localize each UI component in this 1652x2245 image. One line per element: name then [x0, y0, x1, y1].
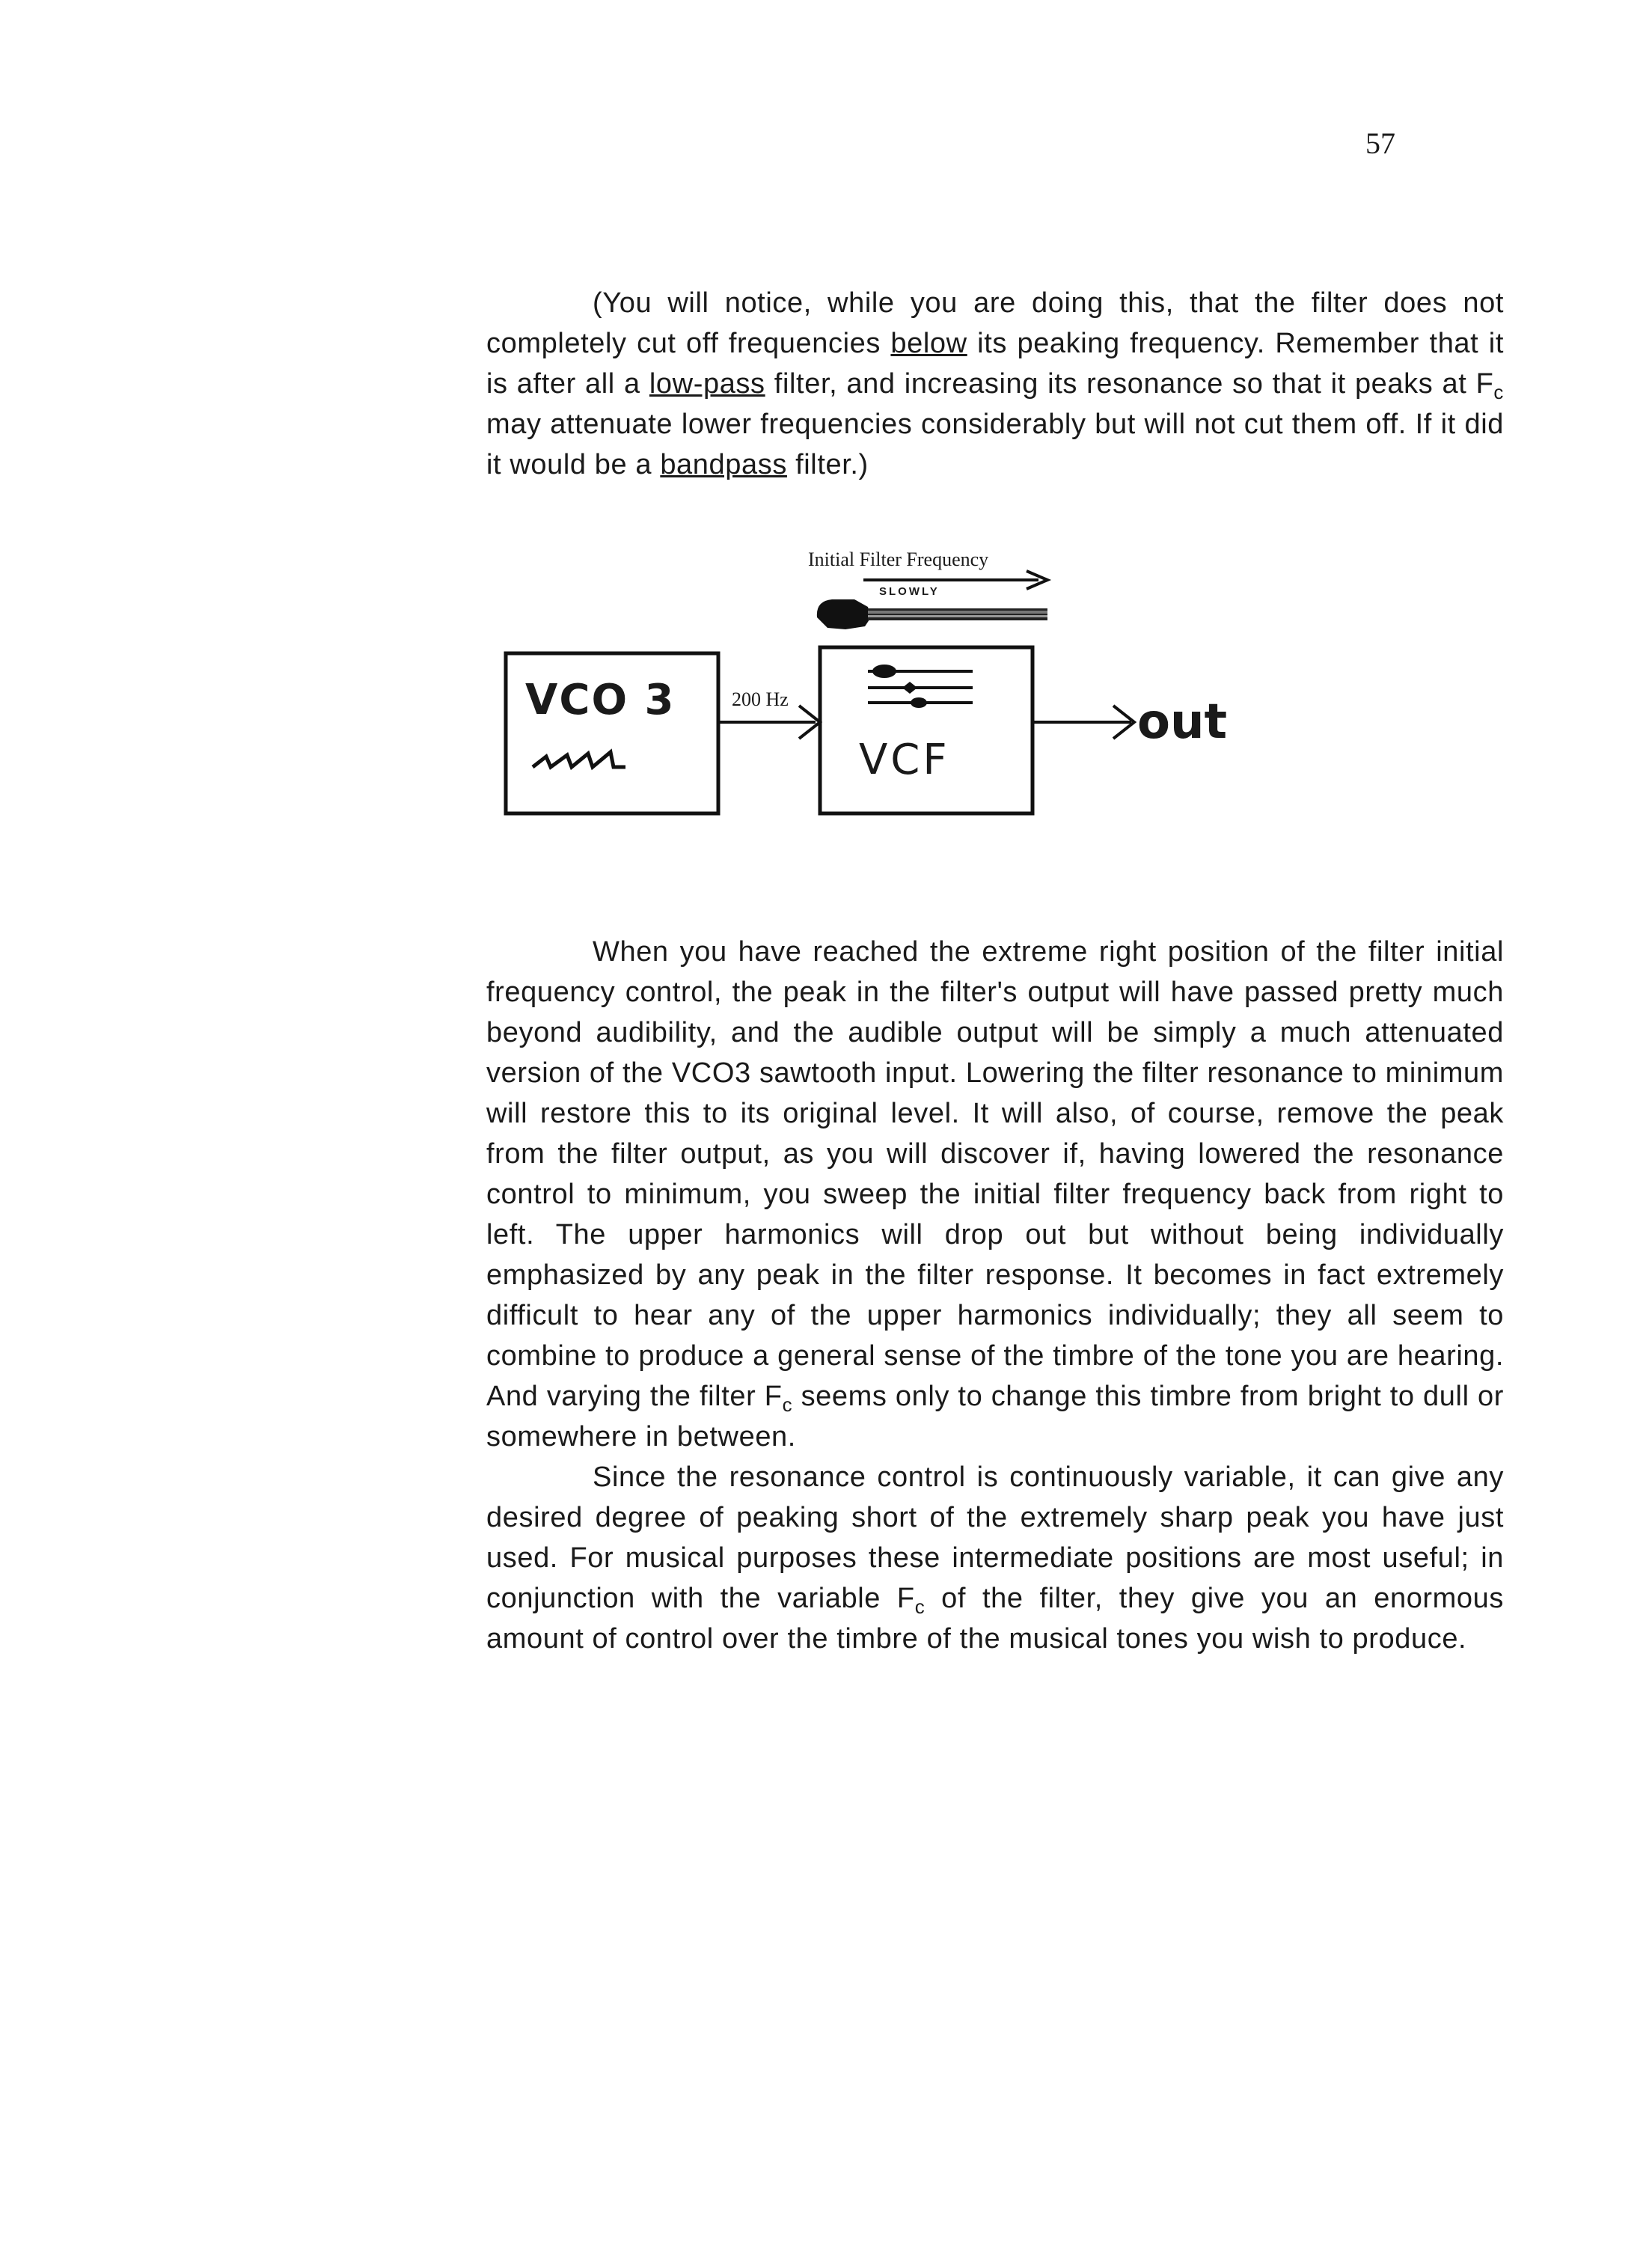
p1-text-lead: (You will notice, while you are doing this, that the filter does not completely cut off frequencies — [486, 287, 1504, 359]
initial-filter-frequency-label: Initial Filter Frequency — [808, 549, 989, 570]
p1-subscript: c — [1493, 381, 1504, 403]
paragraph-note — [486, 283, 1504, 485]
p3-text-tail: of the filter, they give you an enormous amount of control over the timbre of the musical tones you wish to produce. — [486, 1583, 1505, 1655]
body-text — [486, 932, 1504, 1659]
p1-underlined-bandpass: bandpass — [660, 449, 787, 480]
paragraph-1 — [486, 283, 1504, 485]
p2-subscript: c — [782, 1393, 793, 1416]
slowly-label: SLOWLY — [879, 585, 940, 598]
vco3-label: VCO 3 — [525, 676, 676, 724]
paragraph-3 — [486, 1457, 1504, 1659]
p3-subscript: c — [914, 1595, 926, 1618]
slider-controls-icon — [868, 665, 973, 708]
frequency-knob-icon — [817, 599, 1047, 629]
sawtooth-wave-icon — [533, 752, 625, 767]
p1-text-tail: filter.) — [786, 449, 869, 480]
frequency-label: 200 Hz — [732, 688, 789, 710]
p1-text-mid2: filter, and increasing its resonance so that it peaks at F — [765, 368, 1494, 400]
output-arrow-icon — [1032, 706, 1134, 739]
p1-underlined-below: below — [890, 328, 967, 359]
vcf-label: VCF — [859, 736, 950, 784]
p2-text-tail: seems only to change this timbre from bright to dull or somewhere in between. — [486, 1381, 1504, 1453]
page-number: 57 — [1365, 126, 1395, 160]
p3-text-lead: Since the resonance control is continuously variable, it can give any desired degree of peaking short of the extremely sharp peak you have just used. For musical purposes these intermediate positions are most useful; in conjunction with the variable F — [486, 1461, 1504, 1614]
paragraph-2 — [486, 932, 1504, 1457]
patch-diagram — [494, 543, 1257, 827]
p2-text-lead: When you have reached the extreme right position of the filter initial frequency control, the peak in the filter's output will have passed pretty much beyond audibility, and the audible output will be simply a much attenuated version of the VCO3 sawtooth input. Lowering the filter resonance to minimum will restore this to its original level. It will also, of course, remove the peak from the filter output, as you will discover if, having lowered the resonance control to minimum, you sweep the initial filter frequency back from right to left. The upper harmonics will drop out but without being individually emphasized by any peak in the filter response. It becomes in fact extremely difficult to hear any of the upper harmonics individually; they all seem to combine to produce a general sense of the timbre of the tone you are hearing. And varying the filter F — [486, 936, 1504, 1412]
p1-text-mid3: may attenuate lower frequencies considerably but will not cut them off. If it did it would be a — [486, 409, 1504, 480]
p1-underlined-low-pass: low-pass — [649, 368, 765, 400]
output-label: out — [1137, 694, 1228, 750]
p1-text-mid1: its peaking frequency. Remember that it is after all a — [486, 328, 1504, 400]
